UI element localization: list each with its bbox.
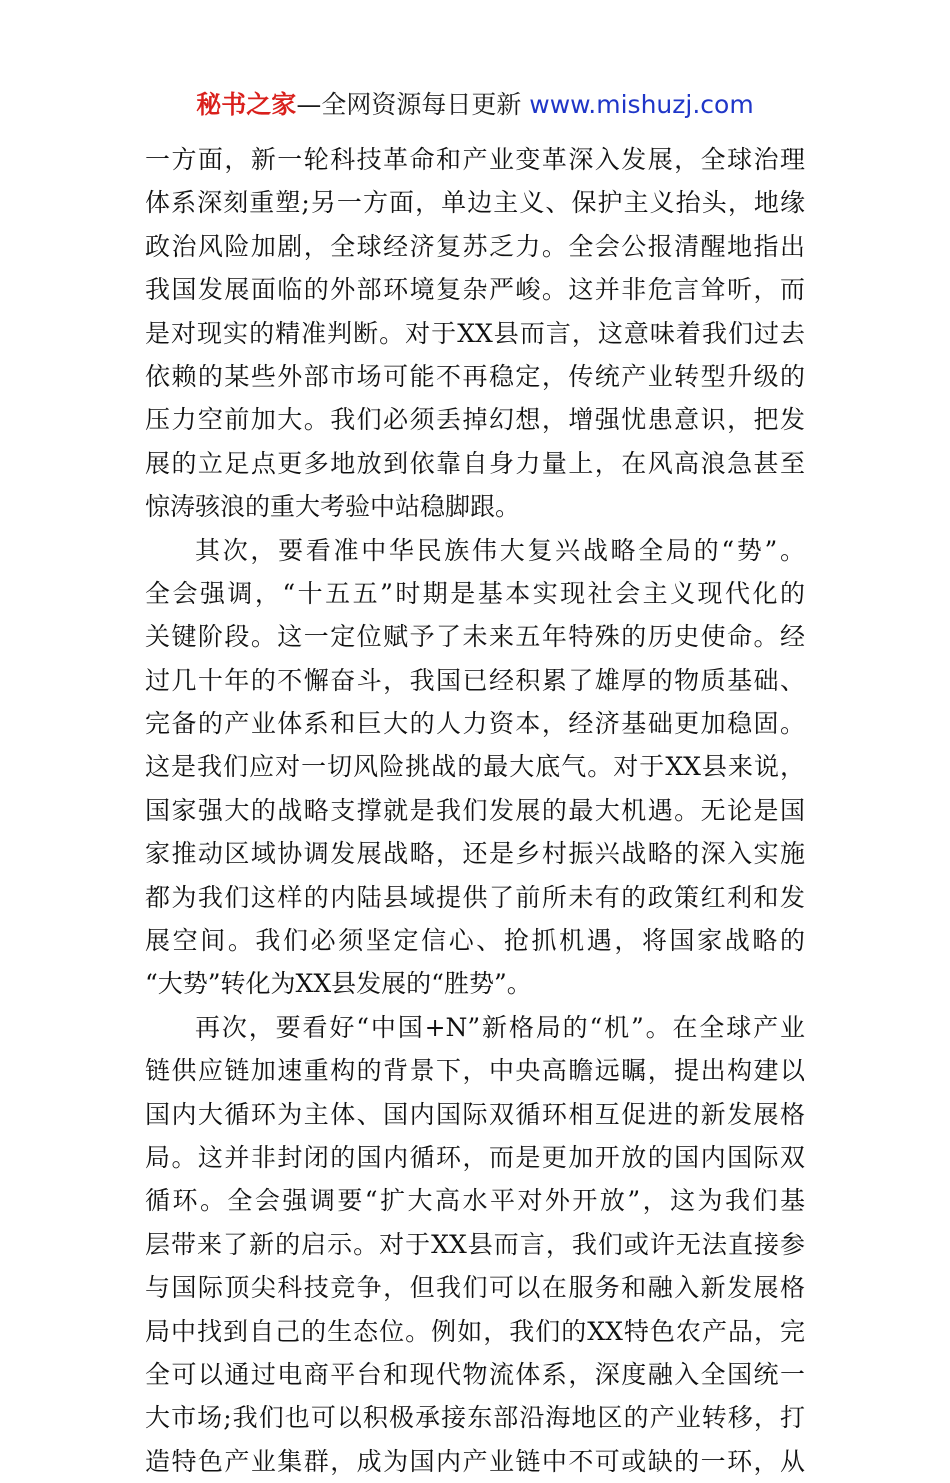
page-header — [0, 88, 950, 122]
text-line: 造特色产业集群，成为国内产业链中不可或缺的一环，从 — [145, 1446, 805, 1476]
text-line: 局中找到自己的生态位。例如，我们的XX特色农产品，完 — [145, 1316, 805, 1346]
text-line: 家推动区域协调发展战略，还是乡村振兴战略的深入实施 — [145, 839, 805, 869]
text-line: 全会强调，“十五五”时期是基本实现社会主义现代化的 — [145, 578, 805, 608]
text-line: 局。这并非封闭的国内循环，而是更加开放的国内国际双 — [145, 1142, 805, 1172]
text-line: 关键阶段。这一定位赋予了未来五年特殊的历史使命。经 — [145, 622, 805, 652]
body-text — [145, 138, 805, 1483]
text-line: 是对现实的精准判断。对于XX县而言，这意味着我们过去 — [145, 318, 805, 348]
text-line: 依赖的某些外部市场可能不再稳定，传统产业转型升级的 — [145, 361, 805, 391]
header-site-link[interactable]: www.mishuzj.com — [529, 90, 754, 119]
text-line: 国内大循环为主体、国内国际双循环相互促进的新发展格 — [145, 1099, 805, 1129]
text-line: 过几十年的不懈奋斗，我国已经积累了雄厚的物质基础、 — [145, 665, 805, 695]
text-line: 链供应链加速重构的背景下，中央高瞻远瞩，提出构建以 — [145, 1056, 805, 1086]
text-line: 展的立足点更多地放到依靠自身力量上，在风高浪急甚至 — [145, 448, 805, 478]
header-tagline: —全网资源每日更新 — [296, 90, 530, 119]
text-line: 完备的产业体系和巨大的人力资本，经济基础更加稳固。 — [145, 709, 805, 739]
text-line: 体系深刻重塑;另一方面，单边主义、保护主义抬头，地缘 — [145, 188, 805, 218]
text-line: 展空间。我们必须坚定信心、抢抓机遇，将国家战略的 — [145, 926, 805, 956]
text-line: 我国发展面临的外部环境复杂严峻。这并非危言耸听，而 — [145, 275, 805, 305]
text-line: 层带来了新的启示。对于XX县而言，我们或许无法直接参 — [145, 1229, 805, 1259]
text-line: “大势”转化为XX县发展的“胜势”。 — [145, 969, 532, 999]
text-line: 压力空前加大。我们必须丢掉幻想，增强忧患意识，把发 — [145, 405, 805, 435]
text-line: 循环。全会强调要“扩大高水平对外开放”，这为我们基 — [145, 1186, 805, 1216]
text-line: 都为我们这样的内陆县域提供了前所未有的政策红利和发 — [145, 882, 805, 912]
text-line: 与国际顶尖科技竞争，但我们可以在服务和融入新发展格 — [145, 1273, 805, 1303]
text-line: 其次，要看准中华民族伟大复兴战略全局的“势”。 — [195, 535, 805, 565]
text-line: 大市场;我们也可以积极承接东部沿海地区的产业转移，打 — [145, 1403, 805, 1433]
text-line: 政治风险加剧，全球经济复苏乏力。全会公报清醒地指出 — [145, 231, 805, 261]
text-line: 惊涛骇浪的重大考验中站稳脚跟。 — [145, 492, 521, 522]
text-line: 这是我们应对一切风险挑战的最大底气。对于XX县来说， — [145, 752, 805, 782]
header-brand: 秘书之家 — [196, 90, 297, 119]
text-line: 一方面，新一轮科技革命和产业变革深入发展，全球治理 — [145, 145, 805, 174]
text-line: 全可以通过电商平台和现代物流体系，深度融入全国统一 — [145, 1359, 805, 1389]
text-line: 国家强大的战略支撑就是我们发展的最大机遇。无论是国 — [145, 795, 805, 825]
text-line: 再次，要看好“中国+N”新格局的“机”。在全球产业 — [195, 1012, 805, 1042]
